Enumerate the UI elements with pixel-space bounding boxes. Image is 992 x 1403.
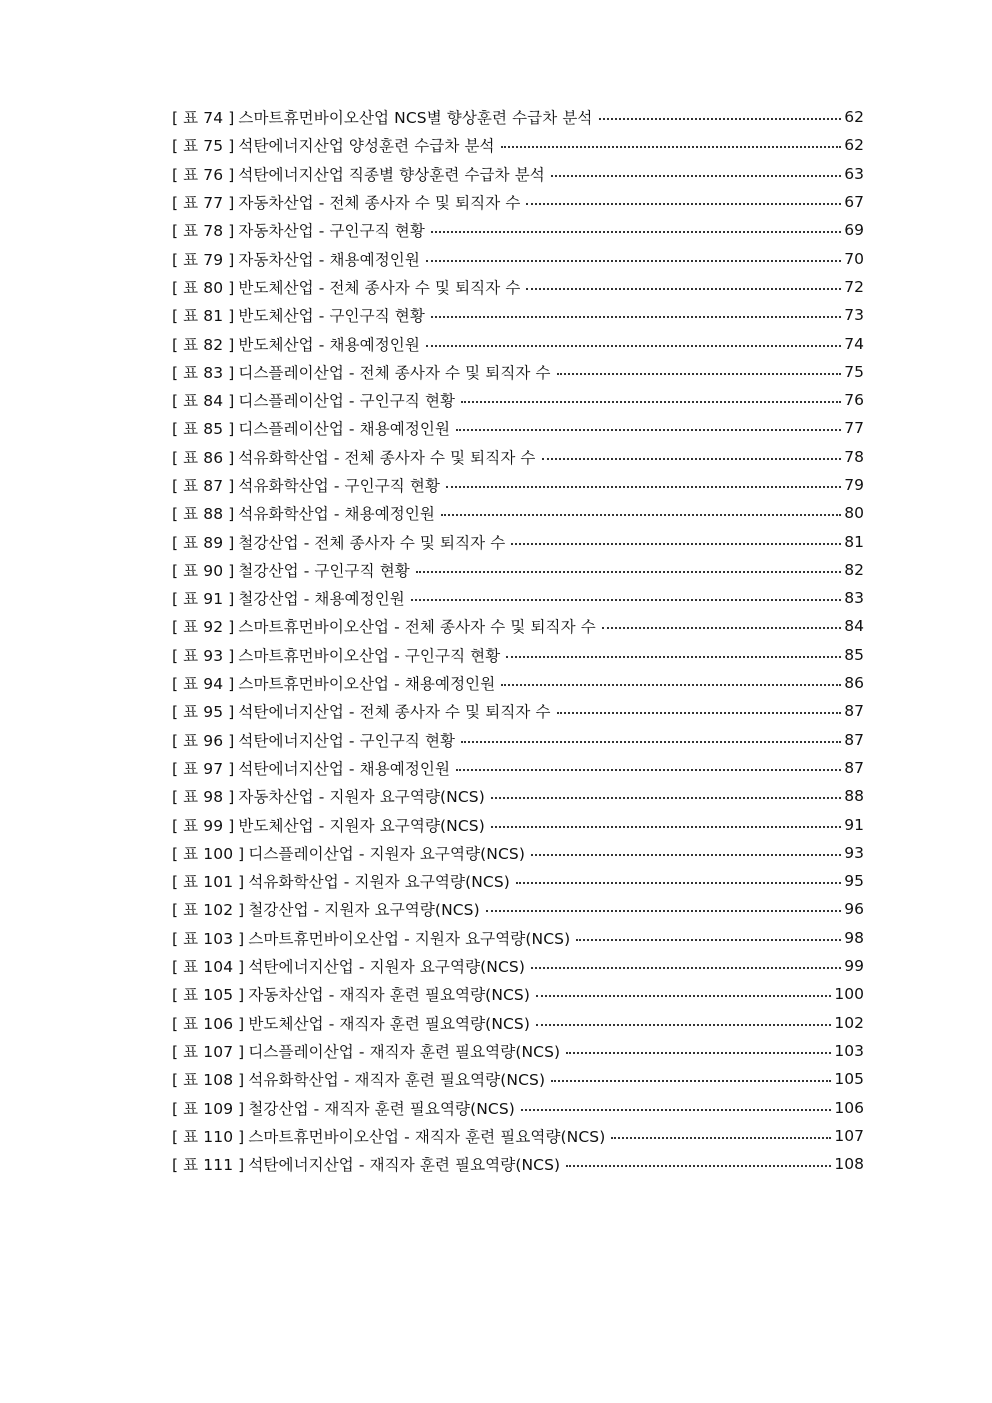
toc-entry-label [172,1097,515,1119]
toc-entry-label [172,587,405,609]
toc-entry-label [172,644,500,666]
dot-leader [516,882,841,884]
toc-entry-number: [ 표 79 ] [172,250,235,269]
dot-leader [491,797,841,799]
toc-entry[interactable] [172,358,864,386]
toc-entry-page-number: 99 [844,957,864,976]
toc-entry-page-number: 69 [844,221,864,240]
toc-entry-title: 석탄에너지산업 - 재직자 훈련 필요역량(NCS) [248,1156,561,1175]
toc-entry-number: [ 표 85 ] [172,420,235,439]
dot-leader [551,175,841,177]
toc-entry-number: [ 표 76 ] [172,165,235,184]
toc-entry-page-number: 103 [834,1041,864,1060]
dot-leader [426,260,841,262]
toc-entry-page-number: 84 [844,617,864,636]
toc-entry-page-number: 78 [844,447,864,466]
toc-entry-title: 석탄에너지산업 - 채용예정인원 [238,759,451,778]
toc-entry-page-number: 98 [844,928,864,947]
toc-entry-number: [ 표 102 ] [172,901,245,920]
toc-entry-number: [ 표 74 ] [172,109,235,128]
toc-entry-label [172,785,485,807]
toc-entry-number: [ 표 109 ] [172,1099,245,1118]
toc-entry-page-number: 62 [844,136,864,155]
toc-entry[interactable] [172,216,864,244]
toc-entry-number: [ 표 80 ] [172,278,235,297]
toc-entry-title: 자동차산업 - 채용예정인원 [238,250,420,269]
toc-entry-page-number: 73 [844,306,864,325]
toc-entry-title: 반도체산업 - 지원자 요구역량(NCS) [238,816,485,835]
toc-entry-title: 자동차산업 - 전체 종사자 수 및 퇴직자 수 [238,194,521,213]
dot-leader [416,571,841,573]
toc-entry-label [172,417,450,439]
toc-entry[interactable] [172,839,864,867]
toc-entry[interactable] [172,386,864,414]
toc-entry-label [172,615,596,637]
toc-entry-title: 석유화학산업 - 채용예정인원 [238,505,435,524]
toc-entry[interactable] [172,160,864,188]
dot-leader [486,910,841,912]
toc-entry[interactable] [172,499,864,527]
toc-entry-page-number: 80 [844,504,864,523]
toc-entry[interactable] [172,131,864,159]
dot-leader [441,514,841,516]
toc-entry-page-number: 76 [844,391,864,410]
toc-entry-page-number: 70 [844,249,864,268]
toc-entry[interactable] [172,952,864,980]
toc-entry-page-number: 95 [844,872,864,891]
toc-entry-label [172,134,495,156]
toc-entry[interactable] [172,301,864,329]
toc-entry-page-number: 102 [834,1013,864,1032]
toc-entry-label [172,672,495,694]
toc-entry-page-number: 75 [844,362,864,381]
toc-entry-label [172,983,530,1005]
toc-entry-label [172,842,525,864]
dot-leader [446,486,841,488]
toc-entry[interactable] [172,443,864,471]
toc-entry[interactable] [172,471,864,499]
toc-entry-title: 스마트휴먼바이오산업 - 재직자 훈련 필요역량(NCS) [248,1127,606,1146]
toc-entry-title: 철강산업 - 재직자 훈련 필요역량(NCS) [248,1099,515,1118]
toc-entry-number: [ 표 84 ] [172,392,235,411]
dot-leader [599,118,842,120]
toc-entry-label [172,446,536,468]
toc-entry-page-number: 67 [844,193,864,212]
toc-entry-title: 자동차산업 - 재직자 훈련 필요역량(NCS) [248,986,531,1005]
toc-entry[interactable] [172,1122,864,1150]
toc-entry[interactable] [172,1037,864,1065]
toc-entry[interactable] [172,1009,864,1037]
toc-entry-label [172,814,485,836]
toc-entry-title: 디스플레이산업 - 전체 종사자 수 및 퇴직자 수 [238,363,551,382]
toc-entry-title: 석탄에너지산업 - 전체 종사자 수 및 퇴직자 수 [238,703,551,722]
toc-entry-number: [ 표 108 ] [172,1071,245,1090]
toc-entry-number: [ 표 86 ] [172,448,235,467]
dot-leader [526,288,841,290]
toc-entry[interactable] [172,1065,864,1093]
table-of-tables [172,103,864,1178]
toc-entry-page-number: 79 [844,476,864,494]
dot-leader [511,543,841,545]
toc-entry-number: [ 표 87 ] [172,477,235,495]
toc-entry-label [172,276,520,298]
toc-entry-number: [ 표 81 ] [172,307,235,326]
toc-entry[interactable] [172,895,864,923]
toc-entry-label [172,927,570,949]
dot-leader [536,1024,831,1026]
toc-entry-number: [ 표 104 ] [172,958,245,977]
toc-entry-title: 반도체산업 - 채용예정인원 [238,335,420,354]
toc-entry[interactable] [172,329,864,357]
toc-entry-number: [ 표 83 ] [172,363,235,382]
toc-entry[interactable] [172,584,864,612]
toc-entry[interactable] [172,726,864,754]
dot-leader [611,1137,831,1139]
toc-entry-page-number: 62 [844,108,864,127]
toc-entry[interactable] [172,273,864,301]
toc-entry-number: [ 표 99 ] [172,816,235,835]
toc-entry-title: 디스플레이산업 - 지원자 요구역량(NCS) [248,844,525,863]
toc-entry-label [172,219,425,241]
dot-leader [521,1109,831,1111]
toc-entry-number: [ 표 101 ] [172,873,245,892]
toc-entry-label [172,502,435,524]
toc-entry-label [172,1125,605,1147]
toc-entry[interactable] [172,527,864,555]
toc-entry-title: 디스플레이산업 - 채용예정인원 [238,420,451,439]
toc-entry-number: [ 표 78 ] [172,222,235,241]
toc-entry-label [172,389,455,411]
toc-entry-number: [ 표 89 ] [172,533,235,552]
toc-entry-label [172,474,440,496]
toc-entry[interactable] [172,697,864,725]
toc-entry-number: [ 표 96 ] [172,731,235,750]
dot-leader [576,939,841,941]
toc-entry-title: 디스플레이산업 - 구인구직 현황 [238,392,456,411]
toc-entry[interactable] [172,782,864,810]
toc-entry-number: [ 표 94 ] [172,675,235,694]
toc-entry-number: [ 표 91 ] [172,590,235,609]
toc-entry[interactable] [172,810,864,838]
toc-entry-label [172,559,410,581]
toc-entry-title: 석유화학산업 - 전체 종사자 수 및 퇴직자 수 [238,448,536,467]
toc-entry-number: [ 표 100 ] [172,844,245,863]
toc-entry-number: [ 표 88 ] [172,505,235,524]
toc-entry-number: [ 표 75 ] [172,137,235,156]
dot-leader [557,373,842,375]
toc-entry-label [172,700,551,722]
dot-leader [491,826,841,828]
dot-leader [566,1052,831,1054]
dot-leader [566,1165,831,1167]
toc-entry-title: 철강산업 - 구인구직 현황 [238,561,410,580]
toc-entry-title: 석탄에너지산업 - 구인구직 현황 [238,731,456,750]
toc-entry-title: 철강산업 - 전체 종사자 수 및 퇴직자 수 [238,533,506,552]
toc-entry-page-number: 88 [844,787,864,806]
dot-leader [501,146,842,148]
toc-entry-label [172,191,520,213]
dot-leader [602,627,841,629]
toc-entry-page-number: 72 [844,277,864,296]
dot-leader [456,769,841,771]
dot-leader [506,656,841,658]
toc-entry-title: 석유화학산업 - 지원자 요구역량(NCS) [248,873,510,892]
toc-entry-page-number: 63 [844,164,864,183]
toc-entry-title: 철강산업 - 채용예정인원 [238,590,405,609]
toc-entry-label [172,531,505,553]
toc-entry-page-number: 105 [834,1070,864,1089]
toc-entry-page-number: 86 [844,674,864,693]
toc-entry[interactable] [172,980,864,1008]
toc-entry-number: [ 표 106 ] [172,1014,245,1033]
toc-entry-page-number: 83 [844,589,864,608]
toc-entry-number: [ 표 107 ] [172,1042,245,1061]
toc-entry[interactable] [172,924,864,952]
dot-leader [501,684,841,686]
dot-leader [411,599,841,601]
toc-entry-title: 스마트휴먼바이오산업 NCS별 향상훈련 수급차 분석 [238,109,593,128]
toc-entry-page-number: 91 [844,815,864,834]
toc-entry-page-number: 77 [844,419,864,438]
toc-entry-page-number: 100 [834,985,864,1004]
dot-leader [542,458,842,460]
toc-entry-title: 철강산업 - 지원자 요구역량(NCS) [248,901,480,920]
toc-entry-title: 자동차산업 - 구인구직 현황 [238,222,425,241]
dot-leader [551,1080,831,1082]
dot-leader [456,429,841,431]
dot-leader [531,854,841,856]
toc-entry-title: 스마트휴먼바이오산업 - 전체 종사자 수 및 퇴직자 수 [238,618,596,637]
toc-entry[interactable] [172,1093,864,1121]
toc-entry[interactable] [172,414,864,442]
toc-entry-title: 석유화학산업 - 구인구직 현황 [238,477,441,495]
toc-entry-title: 석탄에너지산업 직종별 향상훈련 수급차 분석 [238,165,545,184]
dot-leader [461,401,841,403]
toc-entry[interactable] [172,244,864,272]
toc-entry-title: 석유화학산업 - 재직자 훈련 필요역량(NCS) [248,1071,546,1090]
toc-entry[interactable] [172,867,864,895]
toc-entry-title: 스마트휴먼바이오산업 - 지원자 요구역량(NCS) [248,929,571,948]
toc-entry-label [172,1153,560,1175]
toc-entry-page-number: 106 [834,1098,864,1117]
toc-entry-title: 반도체산업 - 전체 종사자 수 및 퇴직자 수 [238,278,521,297]
toc-entry-title: 자동차산업 - 지원자 요구역량(NCS) [238,788,485,807]
toc-entry-number: [ 표 103 ] [172,929,245,948]
toc-entry-number: [ 표 95 ] [172,703,235,722]
toc-entry[interactable] [172,1150,864,1178]
toc-entry-page-number: 82 [844,560,864,579]
toc-entry-title: 반도체산업 - 구인구직 현황 [238,307,425,326]
toc-entry[interactable] [172,556,864,584]
toc-entry-number: [ 표 105 ] [172,986,245,1005]
dot-leader [431,231,841,233]
dot-leader [461,741,841,743]
toc-entry-title: 반도체산업 - 재직자 훈련 필요역량(NCS) [248,1014,531,1033]
toc-entry-number: [ 표 111 ] [172,1156,245,1175]
toc-entry-label [172,1068,545,1090]
toc-entry-label [172,248,420,270]
toc-entry-title: 스마트휴먼바이오산업 - 구인구직 현황 [238,646,501,665]
toc-entry[interactable] [172,641,864,669]
dot-leader [431,316,841,318]
toc-entry-title: 석탄에너지산업 양성훈련 수급차 분석 [238,137,495,156]
toc-entry-page-number: 93 [844,843,864,862]
toc-entry-label [172,870,510,892]
toc-entry-page-number: 108 [834,1155,864,1174]
toc-entry-page-number: 74 [844,334,864,353]
toc-entry-label [172,333,420,355]
dot-leader [557,712,842,714]
toc-entry[interactable] [172,669,864,697]
toc-entry-number: [ 표 82 ] [172,335,235,354]
toc-entry-number: [ 표 98 ] [172,788,235,807]
toc-entry[interactable] [172,188,864,216]
toc-entry-number: [ 표 97 ] [172,759,235,778]
toc-entry-page-number: 96 [844,900,864,919]
toc-entry[interactable] [172,612,864,640]
toc-entry-number: [ 표 92 ] [172,618,235,637]
toc-entry-page-number: 81 [844,532,864,551]
toc-entry[interactable] [172,103,864,131]
toc-entry-label [172,163,545,185]
toc-entry[interactable] [172,754,864,782]
toc-entry-label [172,304,425,326]
toc-entry-label [172,955,525,977]
toc-entry-label [172,106,593,128]
toc-entry-page-number: 107 [834,1126,864,1145]
toc-entry-label [172,757,450,779]
dot-leader [536,995,831,997]
toc-entry-label [172,1040,560,1062]
toc-entry-page-number: 87 [844,758,864,777]
dot-leader [426,345,841,347]
toc-entry-number: [ 표 77 ] [172,194,235,213]
toc-entry-page-number: 87 [844,730,864,749]
toc-entry-page-number: 87 [844,702,864,721]
toc-entry-title: 석탄에너지산업 - 지원자 요구역량(NCS) [248,958,525,977]
toc-entry-title: 스마트휴먼바이오산업 - 채용예정인원 [238,675,496,694]
toc-entry-number: [ 표 90 ] [172,561,235,580]
dot-leader [531,967,841,969]
toc-entry-page-number: 85 [844,645,864,664]
toc-entry-label [172,1012,530,1034]
toc-entry-number: [ 표 93 ] [172,646,235,665]
toc-entry-label [172,361,551,383]
toc-entry-label [172,729,455,751]
toc-entry-title: 디스플레이산업 - 재직자 훈련 필요역량(NCS) [248,1042,561,1061]
dot-leader [526,203,841,205]
toc-entry-number: [ 표 110 ] [172,1127,245,1146]
toc-entry-label [172,898,480,920]
